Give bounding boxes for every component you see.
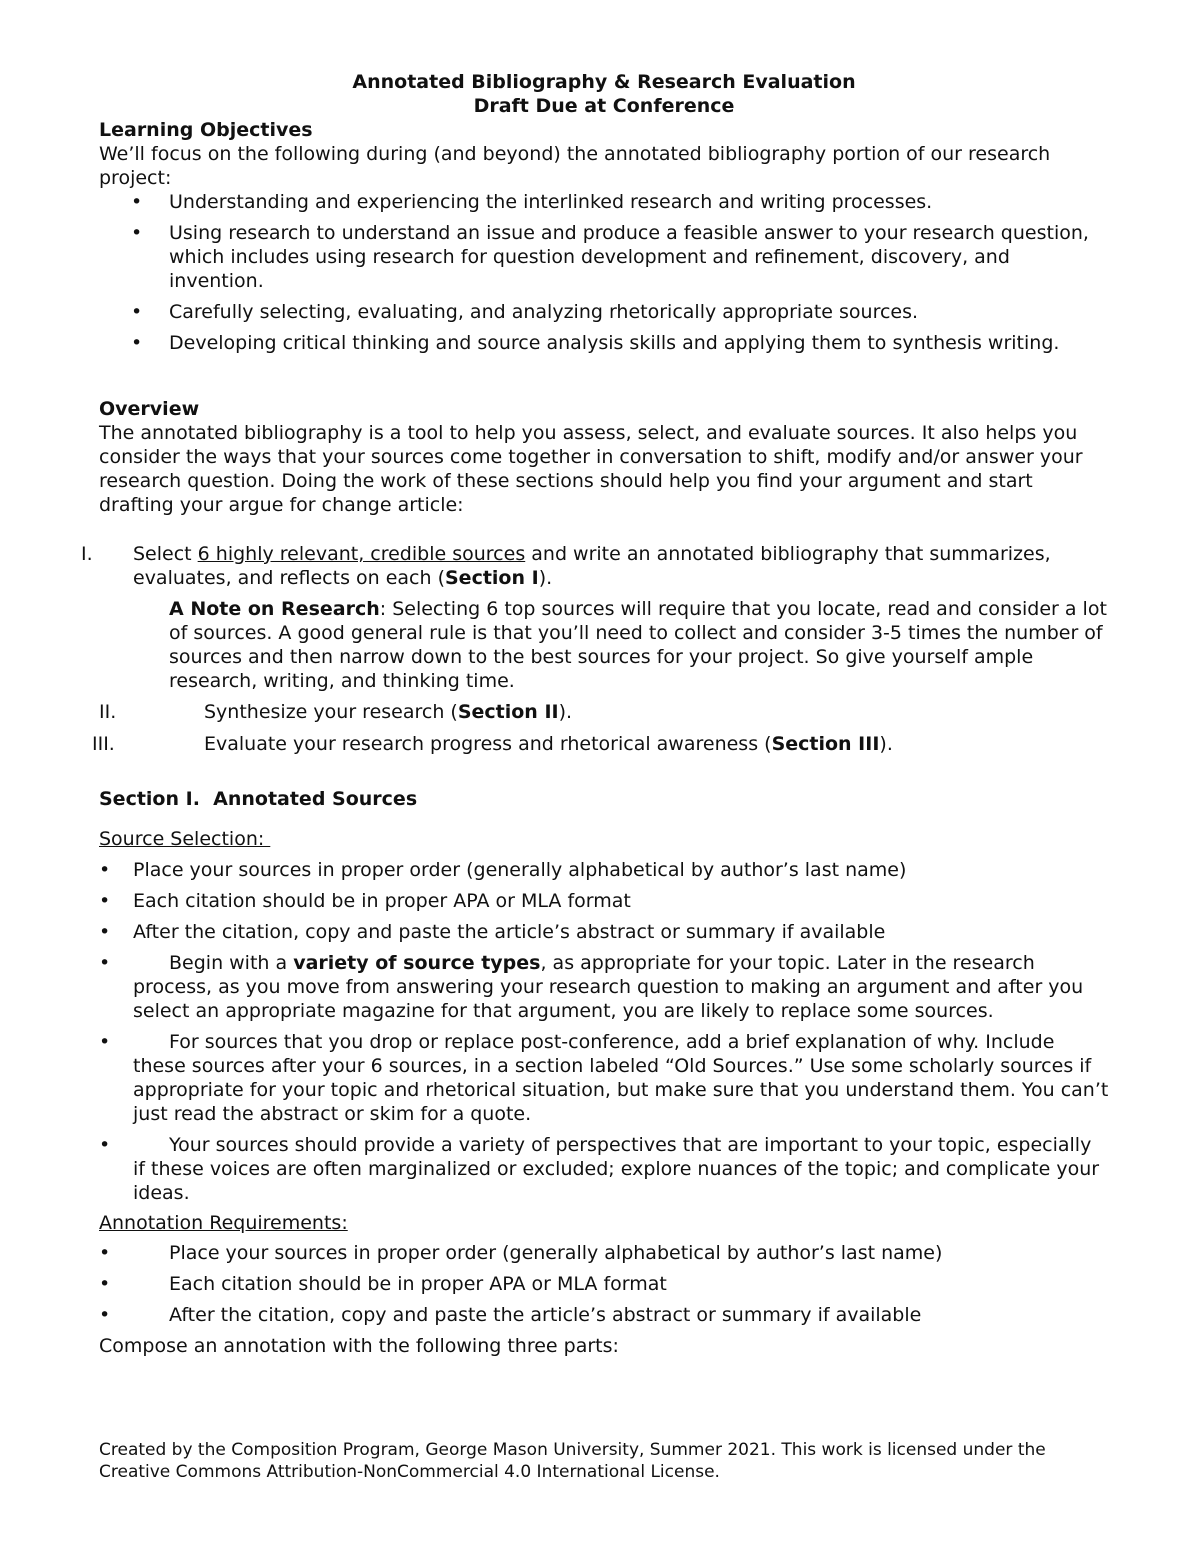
- compose-instruction: Compose an annotation with the following three parts:: [99, 1335, 619, 1357]
- bullet-icon: •: [99, 952, 111, 974]
- section-one-heading: Section I. Annotated Sources: [99, 788, 418, 810]
- learning-objectives-heading: Learning Objectives: [99, 119, 313, 141]
- step-number: II.: [99, 701, 117, 723]
- footer-license: Created by the Composition Program, George Mason University, Summer 2021. This work is licensed under the Creative Commons Attribution-NonCommercial 4.0 International License.: [99, 1440, 1046, 1482]
- objectives-list: [99, 190, 1109, 355]
- bullet-icon: •: [131, 332, 143, 354]
- document-page: [81, 70, 1109, 1358]
- list-item: • Place your sources in proper order (generally alphabetical by author’s last name): [99, 1242, 943, 1264]
- overview-text: The annotated bibliography is a tool to help you assess, select, and evaluate sources. It also helps you consider the ways that your sources come together in conversation to shift, modify and/or answer your research question. Doing the work of these sections should help you find your argument and start drafting your argue for change article:: [99, 422, 1083, 516]
- bullet-icon: •: [99, 890, 111, 912]
- research-note: A Note on Research: Selecting 6 top sources will require that you locate, read and consider a lot of sources. A good general rule is that you’ll need to collect and consider 3-5 times the number of sources and then narrow down to the best sources for your project. So give yourself ample research, writing, and thinking time.: [169, 598, 1107, 692]
- annotation-requirements-label: Annotation Requirements:: [99, 1212, 348, 1234]
- list-item: • Your sources should provide a variety of perspectives that are important to your topic, especially if these voices are often marginalized or excluded; explore nuances of the topic; and complicate your ideas.: [99, 1134, 1100, 1204]
- list-item: • After the citation, copy and paste the article’s abstract or summary if available: [99, 921, 886, 943]
- source-selection-label: Source Selection:: [99, 828, 271, 850]
- source-selection-list: [99, 858, 1109, 1205]
- step-three: III. Evaluate your research progress and rhetorical awareness (Section III).: [92, 733, 893, 755]
- bullet-icon: •: [99, 921, 111, 943]
- list-item: • Developing critical thinking and source analysis skills and applying them to synthesis writing.: [131, 332, 1060, 354]
- bullet-icon: •: [99, 859, 111, 881]
- bullet-icon: •: [131, 222, 143, 244]
- list-item: • Each citation should be in proper APA or MLA format: [99, 1273, 667, 1295]
- list-item: • Each citation should be in proper APA or MLA format: [99, 890, 631, 912]
- list-item: • Place your sources in proper order (generally alphabetical by author’s last name): [99, 859, 907, 881]
- bullet-icon: •: [131, 301, 143, 323]
- bullet-icon: •: [99, 1031, 111, 1053]
- list-item: • Understanding and experiencing the interlinked research and writing processes.: [131, 191, 933, 213]
- bullet-icon: •: [99, 1242, 111, 1264]
- list-item: • For sources that you drop or replace post-conference, add a brief explanation of why. Include these sources after your 6 sources, in a section labeled “Old Sources.” Use some scholarly sources if appropriate for your topic and rhetorical situation, but make sure that you understand them. You can’t just read the abstract or skim for a quote.: [99, 1031, 1109, 1125]
- step-number: III.: [92, 733, 115, 755]
- list-item: • After the citation, copy and paste the article’s abstract or summary if available: [99, 1304, 922, 1326]
- bullet-icon: •: [99, 1304, 111, 1326]
- document-subtitle: Draft Due at Conference: [473, 95, 735, 117]
- list-item: • Using research to understand an issue and produce a feasible answer to your research question, which includes using research for question development and refinement, discovery, and invention.: [131, 222, 1089, 292]
- bullet-icon: •: [131, 191, 143, 213]
- overview-heading: Overview: [99, 398, 200, 420]
- step-number: I.: [81, 543, 93, 565]
- step-two: II. Synthesize your research (Section II).: [99, 701, 573, 723]
- bullet-icon: •: [99, 1134, 111, 1156]
- list-item: • Carefully selecting, evaluating, and analyzing rhetorically appropriate sources.: [131, 301, 919, 323]
- list-item: • Begin with a variety of source types, as appropriate for your topic. Later in the research process, as you move from answering your research question to making an argument and after you select an appropriate magazine for that argument, you are likely to replace some sources.: [99, 952, 1084, 1022]
- objectives-intro: We’ll focus on the following during (and beyond) the annotated bibliography portion of our research project:: [99, 143, 1051, 189]
- bullet-icon: •: [99, 1273, 111, 1295]
- document-title: Annotated Bibliography & Research Evaluation: [352, 71, 856, 93]
- step-one: I. Select 6 highly relevant, credible sources and write an annotated bibliography that summarizes, evaluates, and reflects on each (Section I).: [81, 543, 1051, 589]
- annotation-requirements-list: [99, 1241, 1109, 1327]
